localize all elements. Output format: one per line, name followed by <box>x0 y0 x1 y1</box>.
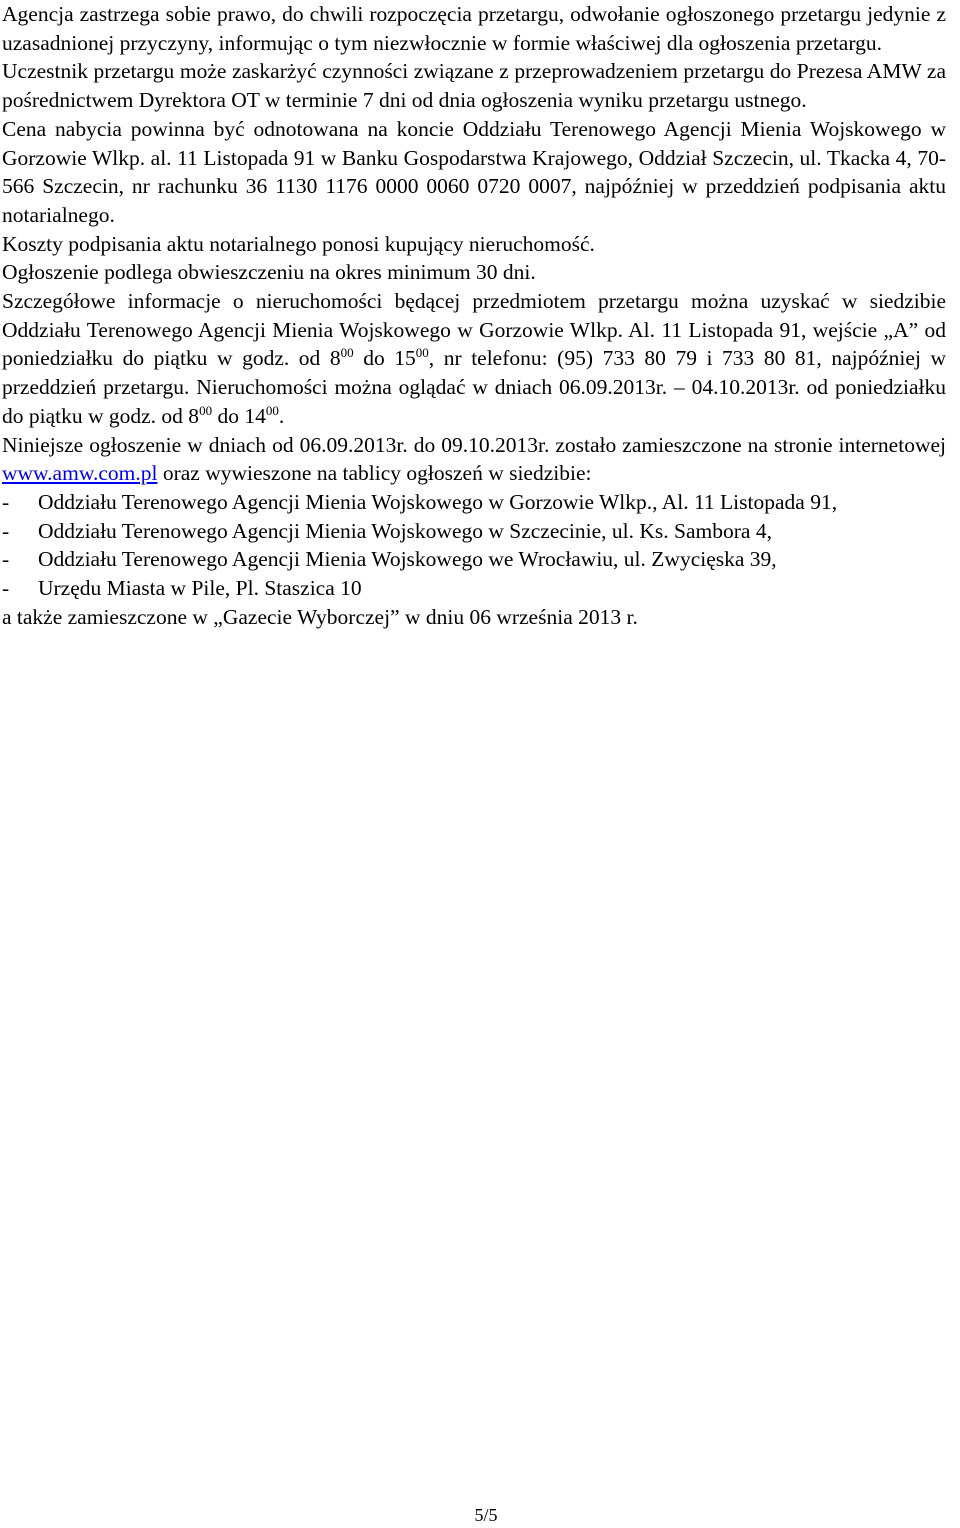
detailed-info-text-3: , nr telefonu: (95) 733 80 79 i 733 80 81, najpóźniej w przeddzień przetargu. Nieruchomości można oglądać w dniach 06.09.2013r. – 04.10.2013r. od poniedziałku do piątku w godz. od 8 <box>2 346 947 428</box>
list-item <box>2 574 946 603</box>
list-dash: - <box>2 489 10 514</box>
paragraph-cancellation-right: Agencja zastrzega sobie prawo, do chwili rozpoczęcia przetargu, odwołanie ogłoszonego przetargu jedynie z uzasadnionej przyczyny, informując o tym niezwłocznie w formie właściwej dla ogłoszenia przetargu. <box>2 2 946 55</box>
list-item-text: Urzędu Miasta w Pile, Pl. Staszica 10 <box>38 576 362 601</box>
publication-text-1: Niniejsze ogłoszenie w dniach od 06.09.2013r. do 09.10.2013r. zostało zamieszczone na stronie internetowej <box>2 432 946 457</box>
detailed-info-text-2: do 15 <box>353 346 416 371</box>
detailed-info-text-1: Szczegółowe informacje o nieruchomości będącej przedmiotem przetargu można uzyskać w siedzibie Oddziału Terenowego Agencji Mienia Wojskowego w Gorzowie Wlkp. Al. 11 Listopada 91, wejście „A” od poniedziałku do piątku w godz. od 8 <box>2 289 946 371</box>
list-item-text: Oddziału Terenowego Agencji Mienia Wojskowego w Gorzowie Wlkp., Al. 11 Listopada 91, <box>38 489 838 514</box>
list-item <box>2 517 946 546</box>
list-item-text: Oddziału Terenowego Agencji Mienia Wojskowego w Szczecinie, ul. Ks. Sambora 4, <box>38 518 772 543</box>
paragraph-publication <box>2 431 946 488</box>
paragraph-complaint: Uczestnik przetargu może zaskarżyć czynności związane z przeprowadzeniem przetargu do Prezesa AMW za pośrednictwem Dyrektora OT w terminie 7 dni od dnia ogłoszenia wyniku przetargu ustnego. <box>2 59 946 113</box>
hour-superscript-3: 00 <box>199 402 213 418</box>
paragraph-notary-costs: Koszty podpisania aktu notarialnego ponosi kupujący nieruchomość. <box>2 231 595 256</box>
paragraph-newspaper: a także zamieszczone w „Gazecie Wyborczej” w dniu 06 września 2013 r. <box>2 604 638 629</box>
hour-superscript-1: 00 <box>340 345 354 361</box>
list-dash: - <box>2 518 10 543</box>
detailed-info-text-5: . <box>278 403 285 428</box>
posting-locations-list <box>2 488 946 603</box>
paragraph-detailed-info <box>2 287 946 431</box>
document-body <box>2 0 946 631</box>
list-item <box>2 488 946 517</box>
detailed-info-text-4: do 14 <box>212 403 266 428</box>
hour-superscript-2: 00 <box>415 345 429 361</box>
amw-website-link[interactable]: www.amw.com.pl <box>2 461 158 486</box>
list-item-text: Oddziału Terenowego Agencji Mienia Wojskowego we Wrocławiu, ul. Zwycięska 39, <box>38 547 777 572</box>
list-dash: - <box>2 547 10 572</box>
hour-superscript-4: 00 <box>265 402 279 418</box>
page-number: 5/5 <box>474 1505 498 1525</box>
paragraph-payment: Cena nabycia powinna być odnotowana na koncie Oddziału Terenowego Agencji Mienia Wojskowego w Gorzowie Wlkp. al. 11 Listopada 91 w Banku Gospodarstwa Krajowego, Oddział Szczecin, ul. Tkacka 4, 70-566 Szczecin, nr rachunku 36 1130 1176 0000 0060 0720 0007, najpóźniej w przeddzień podpisania aktu notarialnego. <box>2 116 946 227</box>
publication-text-2: oraz wywieszone na tablicy ogłoszeń w siedzibie: <box>157 461 592 486</box>
list-item <box>2 545 946 574</box>
paragraph-announcement-period: Ogłoszenie podlega obwieszczeniu na okres minimum 30 dni. <box>2 260 536 285</box>
list-dash: - <box>2 576 10 601</box>
